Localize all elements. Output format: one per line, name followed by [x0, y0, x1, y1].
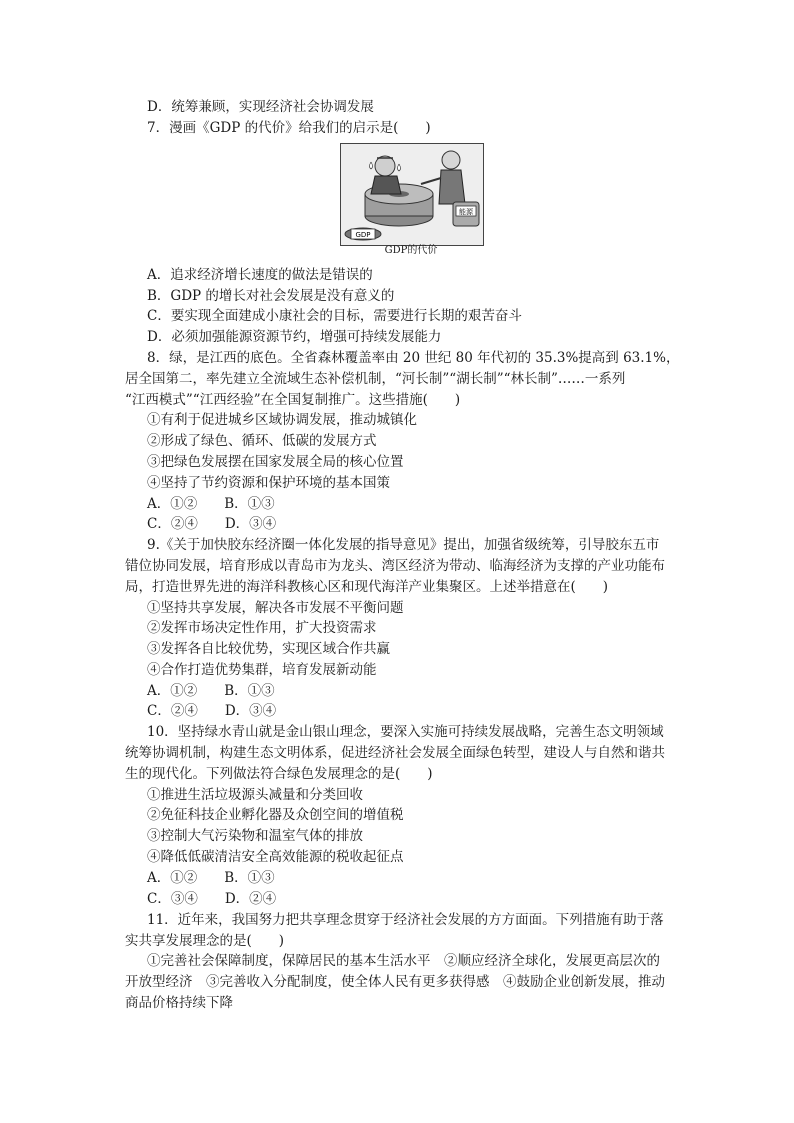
- energy-label: 能源: [459, 208, 473, 216]
- statement-8-1: ①有利于促进城乡区域协调发展，推动城镇化: [147, 412, 417, 428]
- statement-11-line-3: 商品价格持续下降: [125, 995, 233, 1011]
- gdp-label: GDP: [355, 231, 371, 239]
- statement-9-2: ②发挥市场决定性作用，扩大投资需求: [147, 620, 377, 636]
- question-10-stem-2: 统筹协调机制，构建生态文明体系，促进经济社会发展全面绿色转型，建设人与自然和谐共: [125, 745, 665, 761]
- statement-10-3: ③控制大气污染物和温室气体的排放: [147, 828, 363, 844]
- options-10-ab: A．①② B．①③: [147, 870, 275, 886]
- option-7b: B．GDP 的增长对社会发展是没有意义的: [147, 288, 395, 304]
- options-9-ab: A．①② B．①③: [147, 683, 275, 699]
- statement-10-4: ④降低低碳清洁安全高效能源的税收起征点: [147, 849, 404, 865]
- question-9-stem: 9.《关于加快胶东经济圈一体化发展的指导意见》提出，加强省级统筹，引导胶东五市: [147, 537, 660, 553]
- statement-8-3: ③把绿色发展摆在国家发展全局的核心位置: [147, 454, 404, 470]
- options-8-ab: A．①② B．①③: [147, 496, 275, 512]
- statement-9-1: ①坚持共享发展，解决各市发展不平衡问题: [147, 600, 404, 616]
- question-9-stem-2: 错位协同发展，培育形成以青岛市为龙头、湾区经济为带动、临海经济为支撑的产业功能布: [125, 558, 665, 574]
- question-10-stem-3: 生的现代化。下列做法符合绿色发展理念的是( ): [125, 766, 433, 782]
- options-9-cd: C．②④ D．③④: [147, 703, 277, 719]
- option-7d: D．必须加强能源资源节约，增强可持续发展能力: [147, 329, 442, 345]
- statement-8-2: ②形成了绿色、循环、低碳的发展方式: [147, 433, 377, 449]
- cartoon-figure: [340, 143, 484, 246]
- question-11-stem: 11．近年来，我国努力把共享理念贯穿于经济社会发展的方方面面。下列措施有助于落: [147, 912, 664, 928]
- option-7c: C．要实现全面建成小康社会的目标，需要进行长期的艰苦奋斗: [147, 308, 522, 324]
- statement-11-line-1: ①完善社会保障制度，保障居民的基本生活水平 ②顺应经济全球化，发展更高层次的: [147, 953, 660, 969]
- options-10-cd: C．③④ D．②④: [147, 891, 277, 907]
- question-10-stem: 10．坚持绿水青山就是金山银山理念，要深入实施可持续发展战略，完善生态文明领域: [147, 724, 664, 740]
- question-8-stem: 8．绿，是江西的底色。全省森林覆盖率由 20 世纪 80 年代初的 35.3%提高到 63.1%，: [147, 350, 680, 366]
- options-8-cd: C．②④ D．③④: [147, 516, 277, 532]
- question-7-stem: 7．漫画《GDP 的代价》给我们的启示是( ): [147, 120, 431, 136]
- statement-9-4: ④合作打造优势集群，培育发展新动能: [147, 662, 377, 678]
- statement-10-2: ②免征科技企业孵化器及众创空间的增值税: [147, 807, 404, 823]
- statement-11-line-2: 开放型经济 ③完善收入分配制度，使全体人民有更多获得感 ④鼓励企业创新发展，推动: [125, 974, 665, 990]
- statement-9-3: ③发挥各自比较优势，实现区域合作共赢: [147, 641, 390, 657]
- statement-8-4: ④坚持了节约资源和保护环境的基本国策: [147, 475, 390, 491]
- option-7-prev-d: D．统筹兼顾，实现经济社会协调发展: [147, 99, 374, 115]
- figure-caption: GDP的代价: [384, 245, 438, 256]
- cartoon-illustration: [341, 144, 483, 245]
- question-8-stem-3: “江西模式”“江西经验”在全国复制推广。这些措施( ): [125, 392, 461, 408]
- option-7a: A．追求经济增长速度的做法是错误的: [147, 267, 373, 283]
- statement-10-1: ①推进生活垃圾源头减量和分类回收: [147, 787, 363, 803]
- question-11-stem-2: 实共享发展理念的是( ): [125, 933, 285, 949]
- question-8-stem-2: 居全国第二，率先建立全流域生态补偿机制，“河长制”“湖长制”“林长制”……一系列: [125, 371, 626, 387]
- question-9-stem-3: 局，打造世界先进的海洋科教核心区和现代海洋产业集聚区。上述举措意在( ): [125, 579, 609, 595]
